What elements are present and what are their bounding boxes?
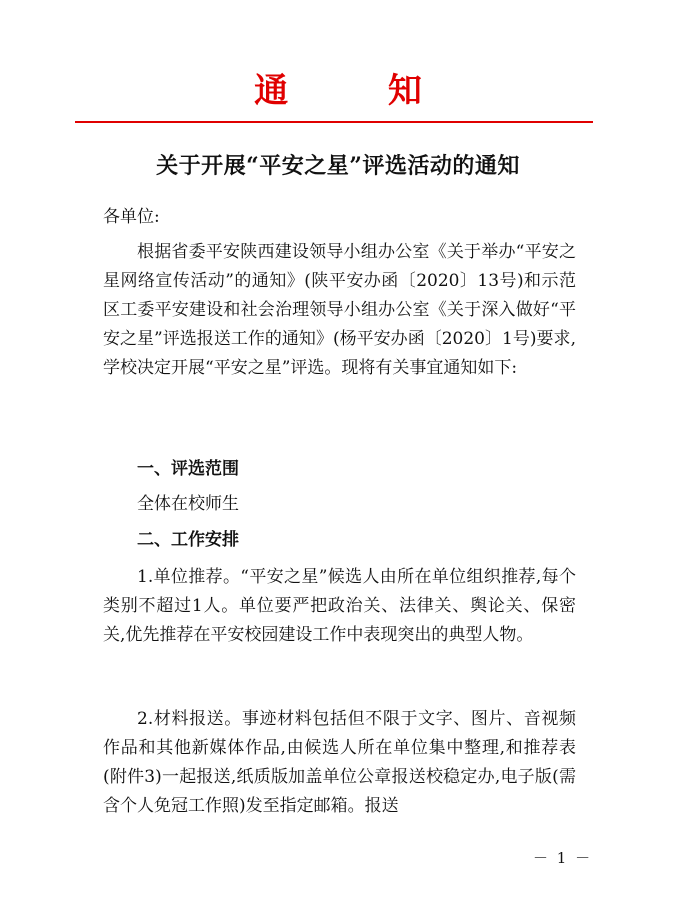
page-number: － 1 － — [533, 849, 593, 867]
arrangement-item-1: 1.单位推荐。“平安之星”候选人由所在单位组织推荐,每个类别不超过1人。单位要严把政治关、法律关、舆论关、保密关,优先推荐在平安校园建设工作中表现突出的典型人物。 — [103, 567, 576, 645]
salutation: 各单位: — [103, 207, 160, 227]
document-title: 关于开展“平安之星”评选活动的通知 — [156, 153, 520, 179]
section-heading-scope: 一、评选范围 — [137, 459, 239, 479]
arrangement-item-2: 2.材料报送。事迹材料包括但不限于文字、图片、音视频作品和其他新媒体作品,由候选人所在单位集中整理,和推荐表(附件3)一起报送,纸质版加盖单位公章报送校稳定办,电子版(需含个人免冠工作照)发至指定邮箱。报送 — [103, 709, 576, 816]
section-body-scope: 全体在校师生 — [137, 494, 239, 514]
red-separator-line — [75, 121, 593, 123]
intro-paragraph: 根据省委平安陕西建设领导小组办公室《关于举办“平安之星网络宣传活动”的通知》(陕平安办函〔2020〕13号)和示范区工委平安建设和社会治理领导小组办公室《关于深入做好“平安之星”评选报送工作的通知》(杨平安办函〔2020〕1号)要求,学校决定开展“平安之星”评选。现将有关事宜通知如下: — [103, 242, 576, 378]
section-heading-arrangement: 二、工作安排 — [137, 530, 239, 550]
masthead-title: 通 知 — [254, 71, 466, 111]
